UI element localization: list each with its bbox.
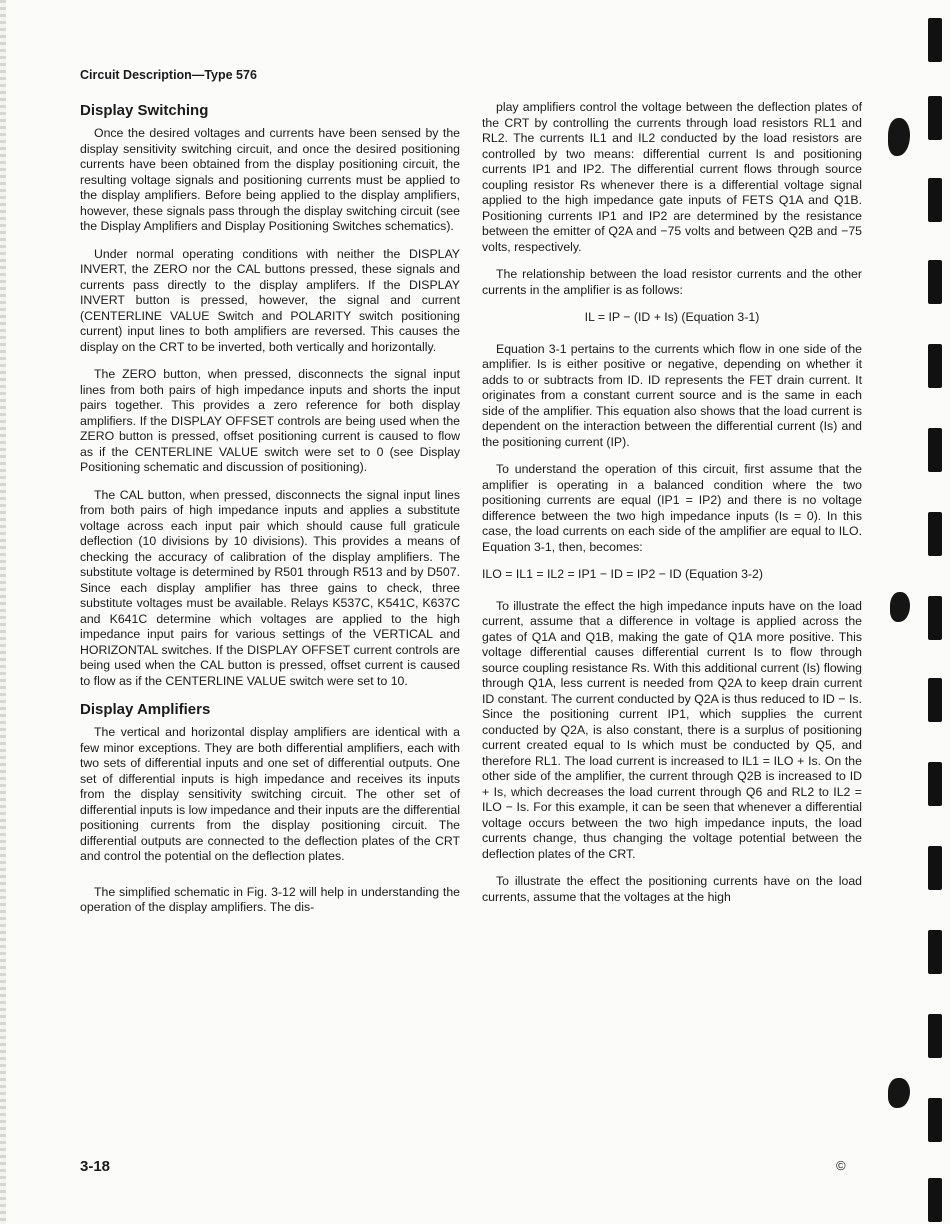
paragraph: The CAL button, when pressed, disconnects the signal input lines from both pairs of high impedance inputs and applies a substitute voltage across each input pair which should cause full graticule deflection (10 divisions by 10 divisions). This provides a means of checking the accuracy of calibration of the display amplifiers. The substitute voltage is determined by R501 through R513 and by D507. Since each display amplifier has three gains to check, three substitute voltages must be available. Relays K537C, K541C, K637C and K641C determine which voltages are applied to the high impedance input pairs for various settings of the VERTICAL and HORIZONTAL switches. If the DISPLAY OFFSET current controls are being used when the CAL button is pressed, offset current is caused to flow as if the CENTERLINE VALUE switch were set to 10. [80,487,460,688]
paragraph: To understand the operation of this circuit, first assume that the amplifier is operating in a balanced condition where the two positioning currents are equal (IP1 = IP2) and there is no voltage difference between the two high impedance inputs (Is = 0). In this case, the load currents on each side of the amplifier are equal to ILO. Equation 3-1, then, becomes: [482,462,862,554]
ink-blot [888,118,910,156]
copyright-mark: © [836,1158,846,1173]
right-column [482,100,862,917]
paragraph: To illustrate the effect the high impedance inputs have on the load current, assume that a difference in voltage is applied across the gates of Q1A and Q1B, making the gate of Q1A more positive. This voltage differential causes differential current Is to flow through source coupling resistance Rs. With this additional current (Is) flowing through Q1A, less current is needed from Q2A to keep drain current ID constant. The current conducted by Q2A is thus reduced to ID − Is. Since the positioning current IP1, which supplies the current conducted by Q2A, is also constant, there is a surplus of positioning current created equal to Is which must be conducted by Q5, and therefore RL1. The load current is increased to IL1 = ILO + Is. On the other side of the amplifier, the current through Q2B is increased to ID + Is, which decreases the load current through Q6 and RL2 to IL2 = ILO − Is. For this example, it can be seen that whenever a differential voltage occurs between the two high impedance inputs, the load currents change, thus changing the voltage potential between the deflection plates of the CRT. [482,598,862,861]
paragraph: The ZERO button, when pressed, disconnects the signal input lines from both pairs of high impedance inputs and shorts the input pairs together. This provides a zero reference for both display amplifiers. If the DISPLAY OFFSET controls are being used when the ZERO button is pressed, offset positioning current is caused to flow as if the CENTERLINE VALUE switch were set to 0 (see Display Positioning schematic and discussion of positioning). [80,367,460,474]
section-heading-display-amplifiers: Display Amplifiers [80,701,211,718]
equation-3-2: ILO = IL1 = IL2 = IP1 − ID = IP2 − ID (Equation 3-2) [482,567,763,581]
paragraph: The vertical and horizontal display amplifiers are identical with a few minor exceptions. They are both differential amplifiers, each with two sets of differential inputs and one set of differential outputs. One set of differential inputs is high impedance and receives its inputs from the display sensitivity switching circuit. The other set of differential inputs is low impedance and their inputs are the differential positioning currents from the display positioning circuit. The differential outputs are connected to the deflection plates of the CRT and control the potential on the deflection plates. [80,725,460,863]
paragraph: Under normal operating conditions with neither the DISPLAY INVERT, the ZERO nor the CAL buttons pressed, these signals and currents pass directly to the display amplifers. If the DISPLAY INVERT button is pressed, however, the signal and current (CENTERLINE VALUE Switch and POLARITY switch positioning current) input lines to both amplifiers are reversed. This causes the display on the CRT to be inverted, both vertically and horizontally. [80,246,460,354]
binding-edge [0,0,6,1224]
ink-blot [890,592,910,622]
left-column [80,100,460,928]
punch-holes [922,0,950,1224]
ink-blot [888,1078,910,1108]
paragraph: Equation 3-1 pertains to the currents which flow in one side of the amplifier. Is is either positive or negative, depending on whether it adds to or subtracts from ID. ID represents the FET drain current. It originates from a constant current source and is the same in each side of the amplifier. This equation also shows that the load current is dependent on the interaction between the differential current (Is) and the positioning current (IP). [482,341,862,449]
paragraph: The simplified schematic in Fig. 3-12 will help in understanding the operation of the display amplifiers. The dis- [80,884,460,914]
paragraph: The relationship between the load resistor currents and the other currents in the amplifier is as follows: [482,267,862,297]
paragraph: To illustrate the effect the positioning currents have on the load currents, assume that the voltages at the high [482,874,862,904]
page-header: Circuit Description—Type 576 [80,68,257,82]
equation-3-1: IL = IP − (ID + Is) (Equation 3-1) [584,310,760,324]
paragraph: play amplifiers control the voltage between the deflection plates of the CRT by controlling the currents through load resistors RL1 and RL2. The currents IL1 and IL2 conducted by the load resistors are controlled by two means: differential current Is and positioning currents IP1 and IP2. The differential current flows through source coupling resistor Rs whenever there is a differential voltage signal applied to the high impedance gate inputs of FETS Q1A and Q1B. Positioning currents IP1 and IP2 are determined by the resistance between the emitter of Q2A and −75 volts and between Q2B and −75 volts, respectively. [482,100,862,254]
section-heading-display-switching: Display Switching [80,102,209,119]
page-number: 3-18 [80,1158,111,1175]
paragraph: Once the desired voltages and currents have been sensed by the display sensitivity switching circuit, and once the desired positioning currents have been obtained from the display positioning circuit, the resulting voltage signals and positioning currents must be applied to the display amplifiers. Before being applied to the display amplifiers, however, these signals pass through the display switching circuit (see the Display Amplifiers and Display Positioning Switches schematics). [80,126,460,233]
